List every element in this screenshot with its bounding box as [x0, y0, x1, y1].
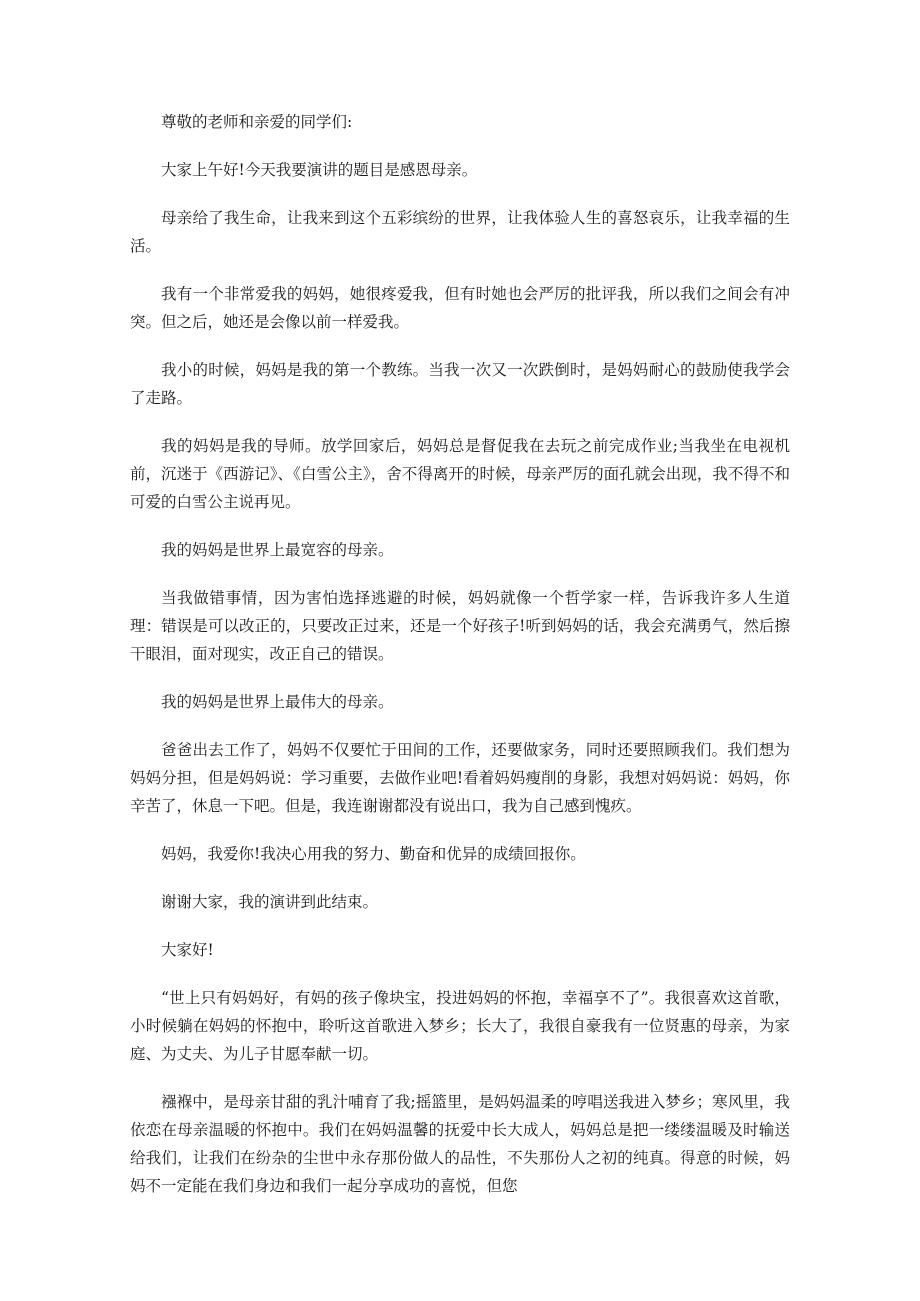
- paragraph: 母亲给了我生命，让我来到这个五彩缤纷的世界，让我体验人生的喜怒哀乐，让我幸福的生活。: [130, 209, 790, 255]
- paragraph-greeting-second: 大家好!: [161, 941, 214, 959]
- paragraph-closing: 谢谢大家，我的演讲到此结束。: [161, 893, 379, 911]
- paragraph: 妈妈，我爱你!我决心用我的努力、勤奋和优异的成绩回报你。: [161, 845, 586, 863]
- paragraph: 当我做错事情，因为害怕选择逃避的时候，妈妈就像一个哲学家一样，告诉我许多人生道理：错误是可以改正的，只要改正过来，还是一个好孩子!听到妈妈的话，我会充满勇气，然后擦干眼泪，面对现实，改正自己的错误。: [130, 589, 790, 663]
- paragraph: 襁褓中，是母亲甘甜的乳汁哺育了我;摇篮里，是妈妈温柔的哼唱送我进入梦乡；寒风里，我依恋在母亲温暖的怀抱中。我们在妈妈温馨的抚爱中长大成人，妈妈总是把一缕缕温暖及时输送给我们，让我们在纷杂的尘世中永存那份做人的品性，不失那份人之初的纯真。得意的时候，妈妈不一定能在我们身边和我们一起分享成功的喜悦，但您: [130, 1093, 790, 1195]
- paragraph: “世上只有妈妈好，有妈的孩子像块宝，投进妈妈的怀抱，幸福享不了”。我很喜欢这首歌，小时候躺在妈妈的怀抱中，聆听这首歌进入梦乡；长大了，我很自豪我有一位贤惠的母亲，为家庭、为丈夫、为儿子甘愿奉献一切。: [130, 989, 790, 1063]
- paragraph: 我小的时候，妈妈是我的第一个教练。当我一次又一次跌倒时，是妈妈耐心的鼓励使我学会了走路。: [130, 361, 790, 407]
- paragraph: 我的妈妈是我的导师。放学回家后，妈妈总是督促我在去玩之前完成作业;当我坐在电视机前，沉迷于《西游记》、《白雪公主》，舍不得离开的时候，母亲严厉的面孔就会出现，我不得不和可爱的白雪公主说再见。: [130, 437, 790, 511]
- speech-text-body: [130, 108, 790, 1220]
- paragraph: 我的妈妈是世界上最宽容的母亲。: [161, 541, 394, 559]
- paragraph: 我有一个非常爱我的妈妈，她很疼爱我，但有时她也会严厉的批评我，所以我们之间会有冲突。但之后，她还是会像以前一样爱我。: [130, 285, 790, 331]
- paragraph-greeting: 大家上午好!今天我要演讲的题目是感恩母亲。: [161, 161, 478, 179]
- paragraph: 我的妈妈是世界上最伟大的母亲。: [161, 693, 394, 711]
- paragraph-salutation: 尊敬的老师和亲爱的同学们:: [161, 113, 353, 131]
- paragraph: 爸爸出去工作了，妈妈不仅要忙于田间的工作，还要做家务，同时还要照顾我们。我们想为妈妈分担，但是妈妈说：学习重要，去做作业吧!看着妈妈瘦削的身影，我想对妈妈说：妈妈，你辛苦了，休息一下吧。但是，我连谢谢都没有说出口，我为自己感到愧疚。: [130, 741, 790, 815]
